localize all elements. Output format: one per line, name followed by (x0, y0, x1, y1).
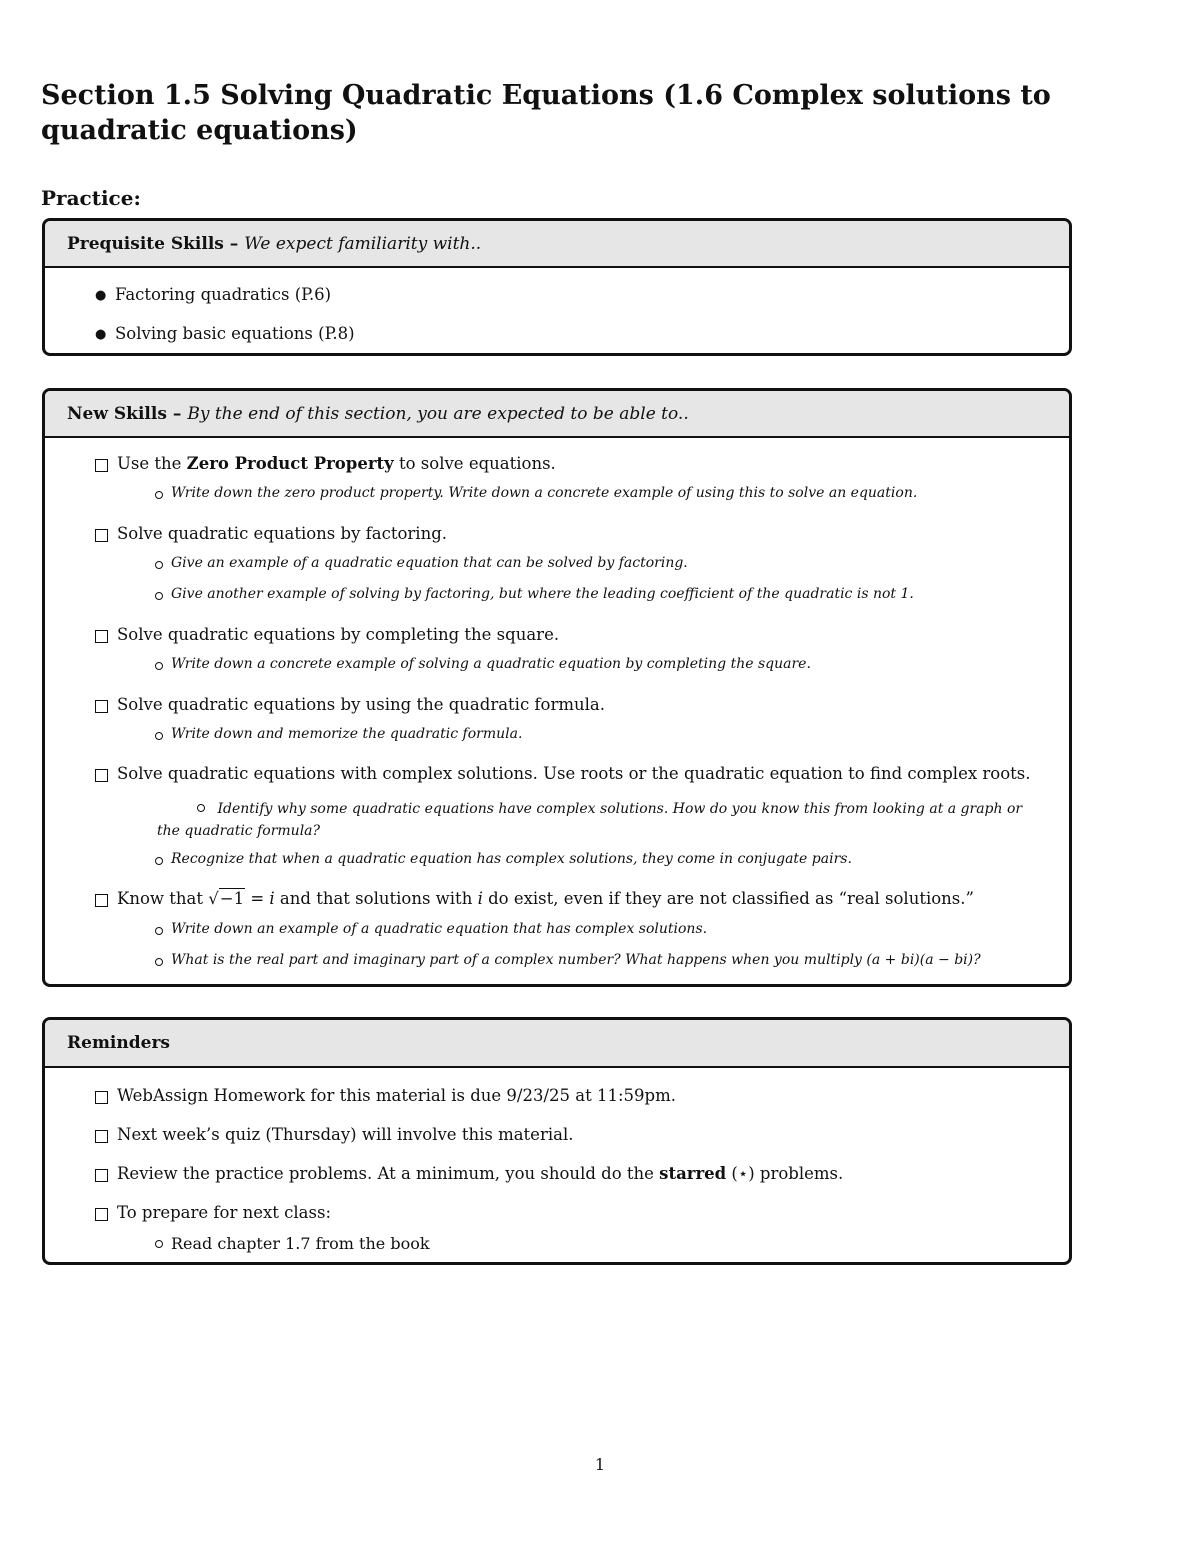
checkbox-icon[interactable] (95, 1169, 108, 1182)
checkbox-icon[interactable] (95, 459, 108, 472)
prerequisite-skills-box (42, 218, 1072, 356)
circle-bullet-icon (155, 857, 163, 865)
skill-text: Solve quadratic equations with complex solutions. Use roots or the quadratic equation to find complex roots. (117, 764, 1031, 783)
skill-text-pre: Know that (117, 889, 209, 908)
prerequisite-skills-list (45, 268, 1069, 346)
checkbox-icon[interactable] (95, 630, 108, 643)
skill-text-pre: Use the (117, 454, 187, 473)
new-skills-list (45, 438, 1069, 968)
reminder-text: WebAssign Homework for this material is due 9/23/25 at 11:59pm. (117, 1086, 677, 1105)
skill-subitem-text: Write down the zero product property. Write down a concrete example of using this to solve an equation. (171, 485, 918, 501)
reminders-box (42, 1017, 1072, 1265)
skill-subitem-text: Give an example of a quadratic equation that can be solved by factoring. (171, 555, 688, 571)
zero-product-property-term: Zero Product Property (186, 454, 394, 473)
circle-bullet-icon (155, 958, 163, 966)
list-item (95, 285, 1069, 324)
reminders-list (45, 1068, 1069, 1253)
imaginary-unit: i (269, 889, 275, 908)
skill-subitem (95, 656, 1069, 695)
skill-subitem (95, 485, 1069, 524)
circle-bullet-icon (155, 592, 163, 600)
page-number: 1 (594, 1455, 606, 1474)
checkbox-icon[interactable] (95, 894, 108, 907)
reminder-item (95, 1086, 1069, 1125)
bullet-icon: ● (95, 288, 107, 303)
skill-item (95, 695, 1069, 726)
skill-text: Solve quadratic equations by completing the square. (117, 625, 560, 644)
skill-subitem (95, 726, 1069, 764)
skill-text-post: to solve equations. (393, 454, 556, 473)
skill-subitem-text: Give another example of solving by factoring, but where the leading coefficient of the quadratic is not 1. (171, 586, 914, 602)
new-skills-box (42, 388, 1072, 987)
reminder-text: To prepare for next class: (117, 1203, 332, 1222)
skill-subitem-text: Write down and memorize the quadratic formula. (171, 726, 523, 742)
skill-text: Solve quadratic equations by factoring. (117, 524, 447, 543)
skill-subitem (95, 555, 1069, 586)
reminder-item (95, 1164, 1069, 1203)
list-item-text: Factoring quadratics (P.6) (115, 285, 332, 304)
skill-subitem-text: Write down an example of a quadratic equation that has complex solutions. (171, 921, 708, 937)
skill-item (95, 524, 1069, 555)
reminder-text-post: (⋆) problems. (726, 1164, 844, 1183)
radicand: −1 (219, 889, 245, 908)
reminder-item (95, 1125, 1069, 1164)
square-root-expression: √−1 (208, 889, 245, 908)
circle-bullet-icon (155, 1240, 163, 1248)
checkbox-icon[interactable] (95, 1091, 108, 1104)
reminder-text: Next week’s quiz (Thursday) will involve this material. (117, 1125, 574, 1144)
prerequisite-skills-subtitle: We expect familiarity with.. (244, 233, 482, 254)
circle-bullet-icon (155, 662, 163, 670)
reminder-subitem (95, 1234, 1069, 1253)
skill-text: Solve quadratic equations by using the quadratic formula. (117, 695, 605, 714)
practice-label: Practice: (41, 186, 141, 210)
skill-item (95, 889, 1069, 921)
reminders-title: Reminders (67, 1033, 170, 1053)
prerequisite-skills-title: Prequisite Skills – (67, 233, 239, 254)
circle-bullet-icon (155, 927, 163, 935)
checkbox-icon[interactable] (95, 529, 108, 542)
reminder-item (95, 1203, 1069, 1234)
skill-subitem-text: Identify why some quadratic equations have complex solutions. How do you know this from looking at a graph or the quadratic formula? (157, 801, 1023, 839)
new-skills-header (45, 391, 1069, 438)
checkbox-icon[interactable] (95, 769, 108, 782)
reminders-header (45, 1020, 1069, 1068)
new-skills-title: New Skills – (67, 403, 182, 424)
skill-text-post: do exist, even if they are not classified as “real solutions.” (482, 889, 974, 908)
list-item (95, 324, 1069, 346)
skill-subitem (95, 952, 1069, 968)
skill-subitem (45, 798, 1069, 851)
starred-term: starred (659, 1164, 727, 1183)
skill-text (117, 454, 556, 473)
skill-subitem-text: Write down a concrete example of solving a quadratic equation by completing the square. (171, 656, 811, 672)
checkbox-icon[interactable] (95, 1130, 108, 1143)
prerequisite-skills-header (45, 221, 1069, 268)
skill-text (117, 889, 974, 908)
reminder-subitem-text: Read chapter 1.7 from the book (171, 1234, 430, 1253)
page-title: Section 1.5 Solving Quadratic Equations (1.6 Complex solutions to quadratic equations) (41, 80, 1051, 146)
checkbox-icon[interactable] (95, 1208, 108, 1221)
skill-subitem (95, 586, 1069, 625)
new-skills-subtitle: By the end of this section, you are expected to be able to.. (187, 403, 689, 424)
skill-subitem-text: What is the real part and imaginary part of a complex number? What happens when you multiply (a + bi)(a − bi)? (171, 952, 981, 968)
skill-text-mid: and that solutions with (274, 889, 478, 908)
skill-item (95, 454, 1069, 485)
circle-bullet-icon (155, 491, 163, 499)
equals-sign: = (245, 889, 270, 908)
reminder-text-pre: Review the practice problems. At a minimum, you should do the (117, 1164, 660, 1183)
skill-subitem-text: Recognize that when a quadratic equation has complex solutions, they come in conjugate pairs. (171, 851, 852, 867)
skill-item (95, 764, 1069, 798)
circle-bullet-icon (197, 804, 205, 812)
reminder-text (117, 1164, 843, 1183)
skill-subitem (95, 851, 1069, 889)
bullet-icon: ● (95, 327, 107, 342)
list-item-text: Solving basic equations (P.8) (115, 324, 355, 343)
circle-bullet-icon (155, 732, 163, 740)
checkbox-icon[interactable] (95, 700, 108, 713)
skill-item (95, 625, 1069, 656)
circle-bullet-icon (155, 561, 163, 569)
imaginary-unit: i (477, 889, 483, 908)
skill-subitem (95, 921, 1069, 952)
